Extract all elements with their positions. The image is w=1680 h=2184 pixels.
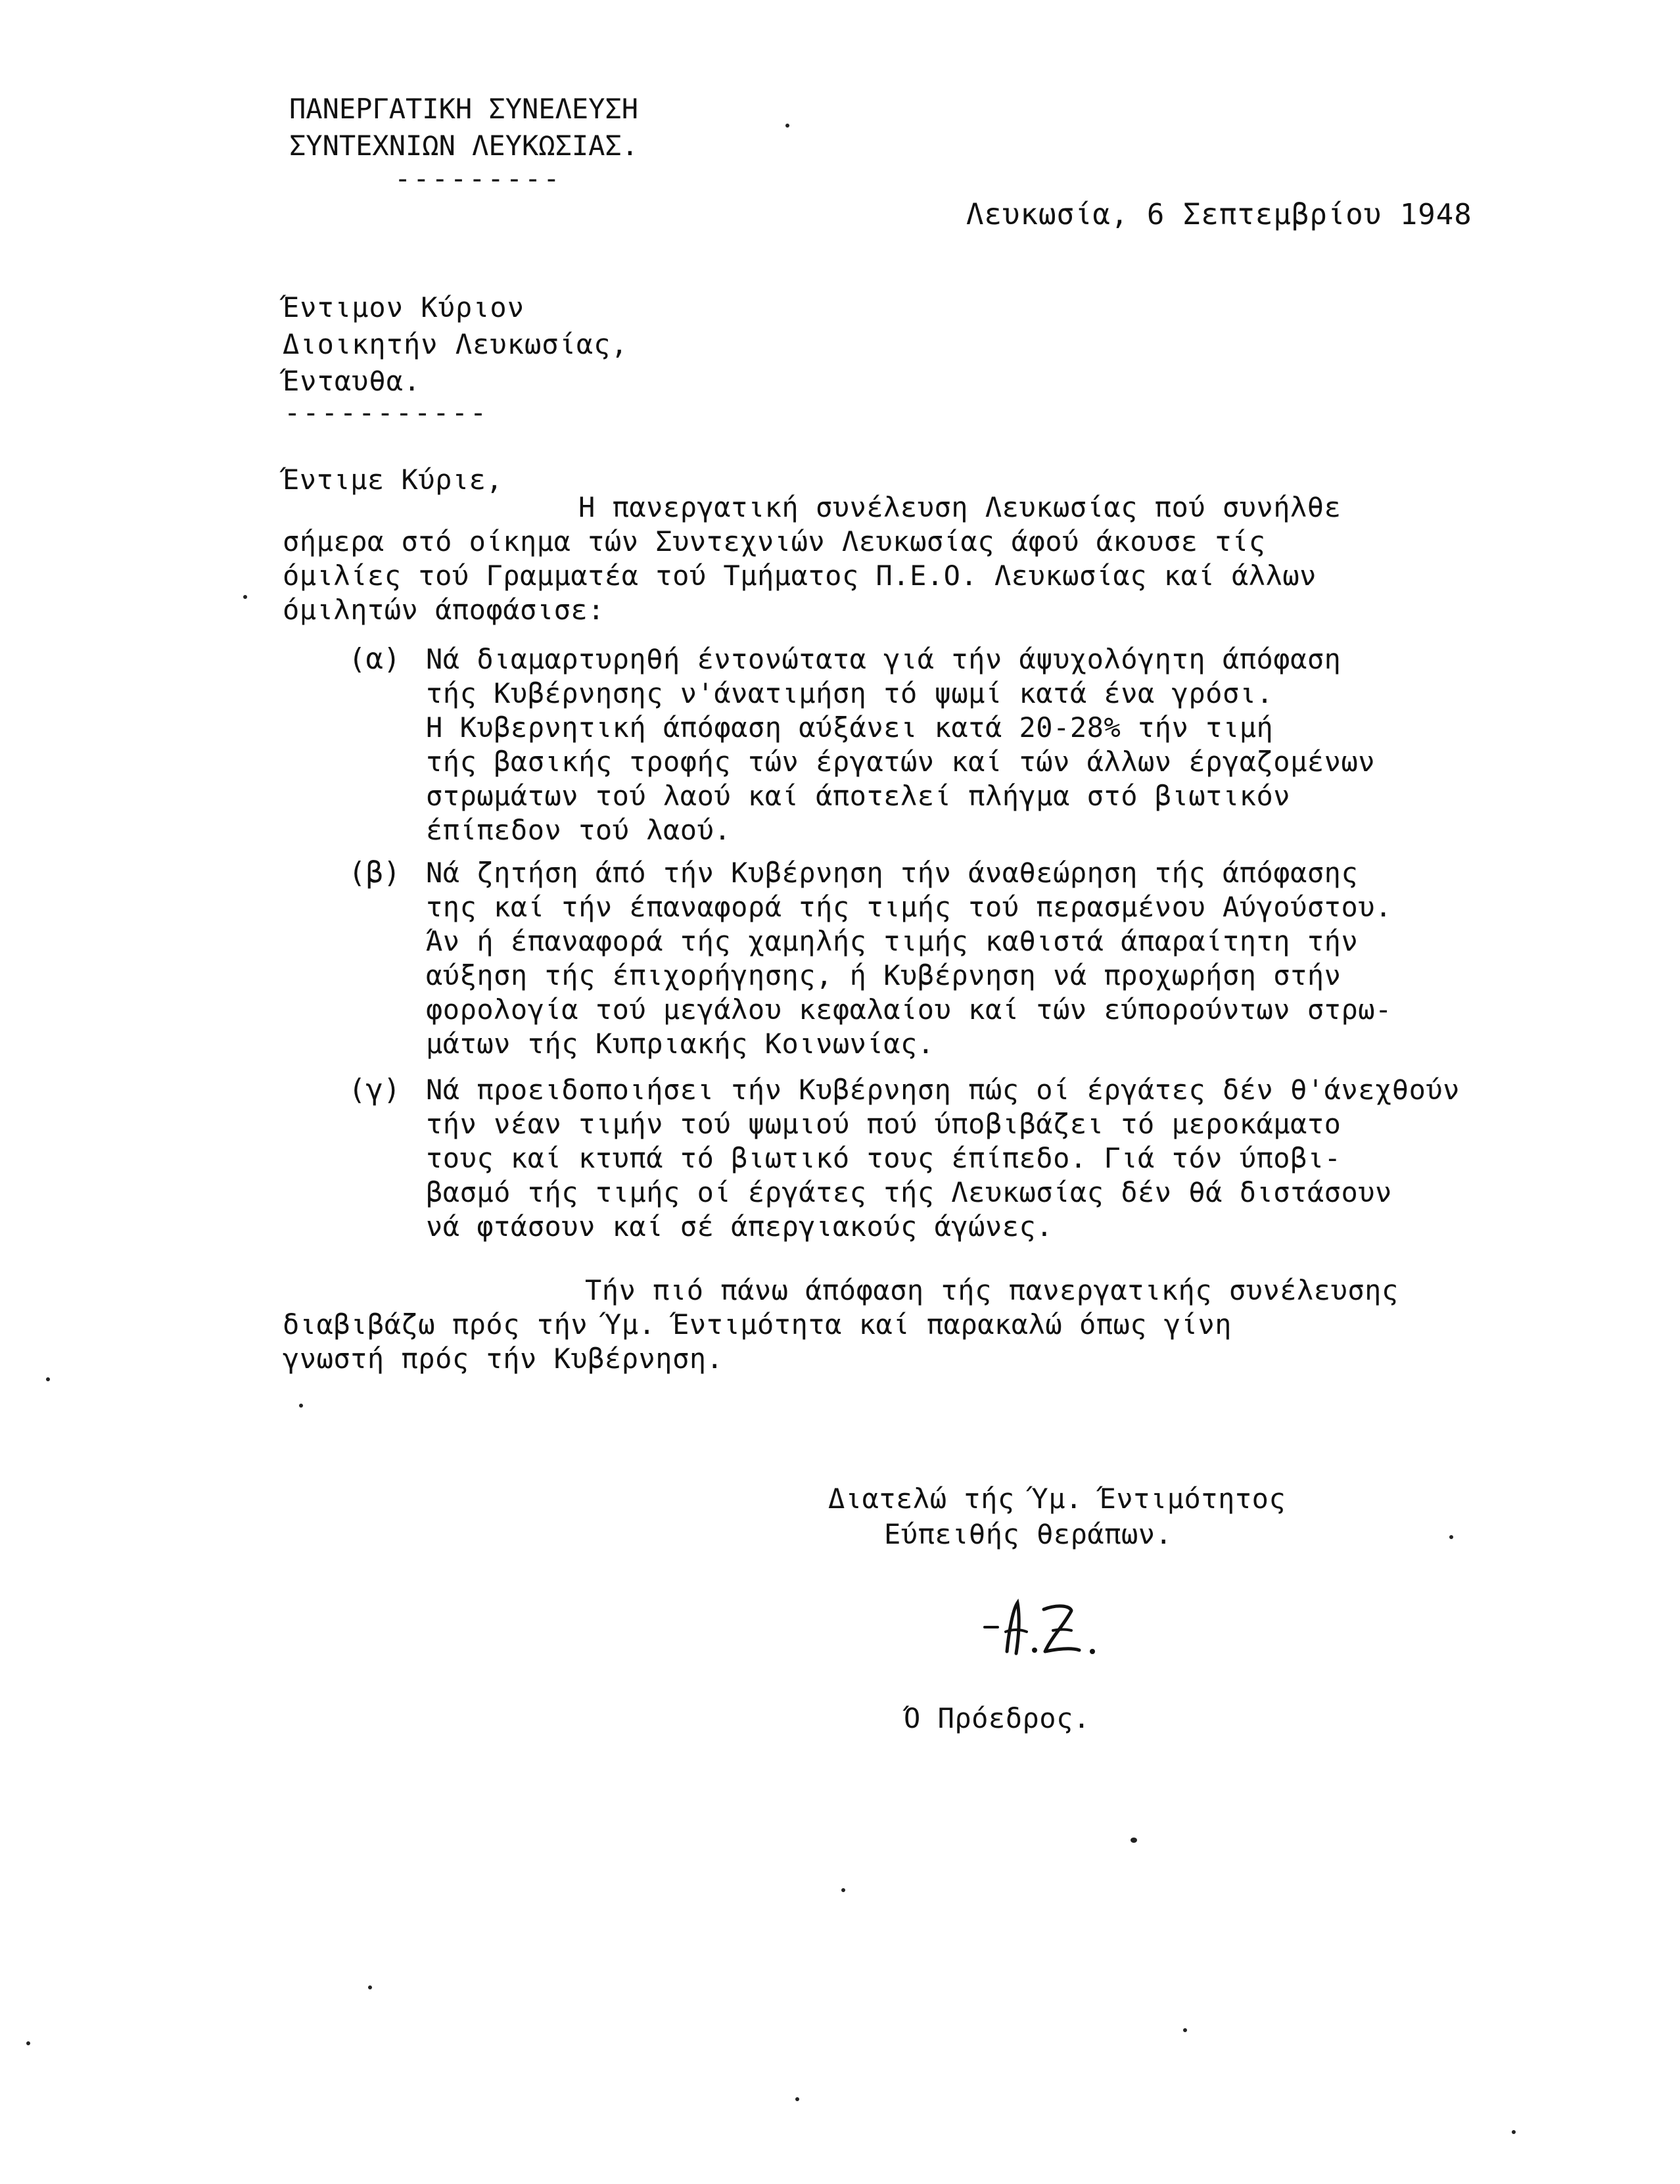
item-a-line-1: Νά διαμαρτυρηθή έντονώτατα γιά τήν άψυχολόγητη άπόφαση — [426, 643, 1342, 675]
letterhead — [289, 91, 638, 164]
scan-speck — [26, 2041, 30, 2045]
closing-line-3: γνωστή πρός τήν Κυβέρνηση. — [283, 1342, 724, 1375]
item-a-line-4: τής βασικής τροφής τών έργατών καί τών άλλων έργαζομένων — [426, 746, 1376, 778]
recipient-line-3: Ένταυθα. — [283, 365, 421, 397]
letterhead-line-1: ΠΑΝΕΡΓΑΤΙΚΗ ΣΥΝΕΛΕΥΣΗ — [289, 93, 639, 125]
item-c-label: (γ) — [348, 1073, 401, 1106]
valediction-line-1: Διατελώ τής Ύμ. Έντιμότητος — [828, 1483, 1286, 1515]
item-a-line-3: Η Κυβερνητική άπόφαση αύξάνει κατά 20-28% τήν τιμή — [426, 711, 1274, 744]
letterhead-line-2: ΣΥΝΤΕΧΝΙΩΝ ΛΕΥΚΩΣΙΑΣ. — [289, 130, 639, 162]
scan-speck — [1131, 1838, 1137, 1843]
scan-speck — [243, 595, 247, 599]
item-b-line-4: αύξηση τής έπιχορήγησης, ή Κυβέρνηση νά προχωρήση στήν — [426, 959, 1342, 991]
item-b-line-1: Νά ζητήση άπό τήν Κυβέρνηση τήν άναθεώρηση τής άπόφασης — [426, 857, 1359, 889]
scan-speck — [1449, 1535, 1453, 1539]
scan-speck — [1512, 2130, 1516, 2134]
item-b-line-2: της καί τήν έπαναφορά τής τιμής τού περασμένου Αύγούστου. — [426, 891, 1392, 923]
intro-line-4: όμιλητών άπoφάσισε: — [283, 594, 605, 626]
closing-line-2: διαβιβάζω πρός τήν Ύμ. Έντιμότητα καί παρακαλώ όπως γίνη — [283, 1308, 1232, 1341]
item-b-line-3: Άν ή έπαναφορά τής χαμηλής τιμής καθιστά άπαραίτητη τήν — [426, 925, 1359, 957]
closing-line-1: Τήν πιό πάνω άπόφαση τής πανεργατικής συνέλευσης — [585, 1274, 1399, 1306]
item-a-line-6: έπίπεδον τού λαού. — [426, 814, 732, 846]
scan-speck — [368, 1985, 372, 1989]
handwritten-signature — [979, 1591, 1111, 1663]
item-a-line-5: στρωμάτων τού λαού καί άποτελεί πλήγμα στό βιωτικόν — [426, 780, 1291, 812]
recipient-line-2: Διοικητήν Λευκωσίας, — [283, 328, 628, 360]
item-c-line-1: Νά προειδοποιήσει τήν Κυβέρνηση πώς οί έργάτες δέν θ'άνεχθούν — [426, 1074, 1460, 1106]
item-a-line-2: τής Κυβέρνησης ν'άνατιμήση τό ψωμί κατά ένα γρόσι. — [426, 677, 1274, 709]
letterhead-rule: --------- — [394, 162, 562, 195]
dateline: Λευκωσία, 6 Σεπτεμβρίου 1948 — [966, 198, 1472, 231]
recipient-rule: ----------- — [284, 396, 489, 429]
valediction-line-2: Εύπειθής θεράπων. — [884, 1518, 1173, 1550]
item-a-label: (α) — [348, 642, 401, 676]
item-c-line-3: τους καί κτυπά τό βιωτικό τους έπίπεδο. Γιά τόν ύποβι- — [426, 1142, 1342, 1174]
recipient-line-1: Έντιμον Κύριον — [283, 291, 525, 323]
item-b-line-5: φορολογία τού μεγάλου κεφαλαίου καί τών εύπορούντων στρω- — [426, 993, 1392, 1026]
intro-line-3: όμιλίες τού Γραμματέα τού Τμήματος Π.Ε.Ο. Λευκωσίας καί άλλων — [283, 559, 1317, 592]
item-b-label: (β) — [348, 856, 401, 890]
scan-speck — [1183, 2028, 1187, 2032]
signatory-title: Ό Πρόεδρος. — [904, 1702, 1090, 1734]
scan-speck — [795, 2097, 799, 2101]
item-c-line-5: νά φτάσουν καί σέ άπεργιακούς άγώνες. — [426, 1210, 1054, 1243]
intro-line-2: σήμερα στό οίκημα τών Συντεχνιών Λευκωσίας άφού άκουσε τίς — [283, 525, 1266, 558]
item-c-line-4: βασμό τής τιμής οί έργάτες τής Λευκωσίας δέν θά διστάσουν — [426, 1176, 1392, 1208]
scan-speck — [785, 124, 789, 128]
scan-speck — [46, 1377, 50, 1381]
scan-speck — [841, 1888, 845, 1892]
item-b-line-6: μάτων τής Κυπριακής Κοινωνίας. — [426, 1028, 935, 1060]
salutation: Έντιμε Κύριε, — [283, 463, 503, 496]
item-c-line-2: τήν νέαν τιμήν τού ψωμιού πού ύποβιβάζει τό μεροκάματο — [426, 1108, 1342, 1140]
scan-speck — [299, 1404, 303, 1408]
intro-line-1: Η πανεργατική συνέλευση Λευκωσίας πού συνήλθε — [578, 491, 1342, 523]
